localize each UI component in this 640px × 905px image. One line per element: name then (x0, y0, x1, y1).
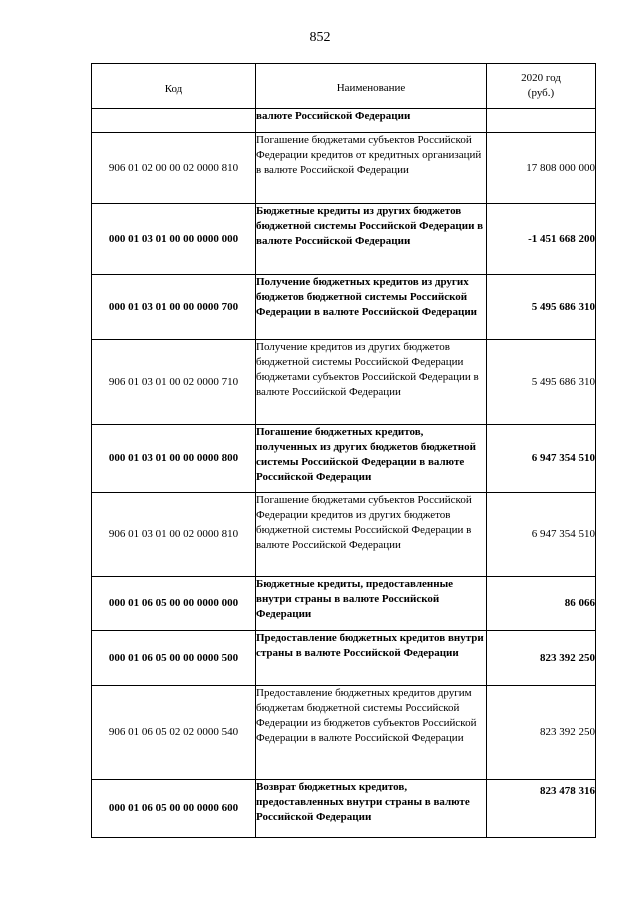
row-amount: 6 947 354 510 (487, 493, 596, 577)
row-name: Погашение бюджетами субъектов Российской Федерации кредитов из других бюджетов бюджетной системы Российской Федерации в валюте Российской Федерации (256, 493, 487, 577)
row-amount: 5 495 686 310 (487, 275, 596, 340)
table-row (92, 577, 596, 631)
row-amount: -1 451 668 200 (487, 204, 596, 275)
row-name: Бюджетные кредиты из других бюджетов бюджетной системы Российской Федерации в валюте Российской Федерации (256, 204, 487, 275)
row-amount: 6 947 354 510 (487, 425, 596, 493)
row-name: Предоставление бюджетных кредитов другим бюджетам бюджетной системы Российской Федерации из бюджетов субъектов Российской Федерации в валюте Российской Федерации (256, 686, 487, 780)
row-code: 000 01 06 05 00 00 0000 500 (92, 631, 256, 686)
row-name: Погашение бюджетами субъектов Российской Федерации кредитов от кредитных организаций в валюте Российской Федерации (256, 133, 487, 204)
table-row (92, 109, 596, 133)
row-code: 000 01 06 05 00 00 0000 600 (92, 780, 256, 838)
row-name: Получение бюджетных кредитов из других бюджетов бюджетной системы Российской Федерации в валюте Российской Федерации (256, 275, 487, 340)
row-amount: 823 392 250 (487, 686, 596, 780)
row-name: Получение кредитов из других бюджетов бюджетной системы Российской Федерации бюджетами субъектов Российской Федерации в валюте Российской Федерации (256, 340, 487, 425)
table-row (92, 493, 596, 577)
row-code: 000 01 03 01 00 00 0000 000 (92, 204, 256, 275)
row-code: 906 01 06 05 02 02 0000 540 (92, 686, 256, 780)
row-code: 000 01 03 01 00 00 0000 800 (92, 425, 256, 493)
row-amount: 823 392 250 (487, 631, 596, 686)
row-amount (487, 109, 596, 133)
table-row (92, 425, 596, 493)
budget-table (91, 63, 596, 838)
row-amount: 5 495 686 310 (487, 340, 596, 425)
amount-header-unit: (руб.) (527, 87, 555, 99)
amount-header-year: 2020 год (521, 72, 561, 84)
table-row (92, 631, 596, 686)
row-name: валюте Российской Федерации (256, 109, 487, 133)
column-header-name: Наименование (256, 64, 487, 109)
row-code: 906 01 03 01 00 02 0000 710 (92, 340, 256, 425)
table-row (92, 204, 596, 275)
row-code: 000 01 06 05 00 00 0000 000 (92, 577, 256, 631)
table-row (92, 686, 596, 780)
row-name: Погашение бюджетных кредитов, полученных из других бюджетов бюджетной системы Российской Федерации в валюте Российской Федерации (256, 425, 487, 493)
row-amount: 86 066 (487, 577, 596, 631)
table-row (92, 780, 596, 838)
row-code: 906 01 03 01 00 02 0000 810 (92, 493, 256, 577)
row-code: 000 01 03 01 00 00 0000 700 (92, 275, 256, 340)
row-amount: 17 808 000 000 (487, 133, 596, 204)
row-amount: 823 478 316 (487, 780, 596, 838)
page-number: 852 (309, 30, 331, 45)
row-name: Бюджетные кредиты, предоставленные внутри страны в валюте Российской Федерации (256, 577, 487, 631)
row-name: Возврат бюджетных кредитов, предоставленных внутри страны в валюте Российской Федерации (256, 780, 487, 838)
table-row (92, 133, 596, 204)
table-row (92, 340, 596, 425)
row-code (92, 109, 256, 133)
column-header-amount (487, 64, 596, 109)
table-header-row (92, 64, 596, 109)
row-code: 906 01 02 00 00 02 0000 810 (92, 133, 256, 204)
column-header-code: Код (92, 64, 256, 109)
row-name: Предоставление бюджетных кредитов внутри страны в валюте Российской Федерации (256, 631, 487, 686)
table-row (92, 275, 596, 340)
